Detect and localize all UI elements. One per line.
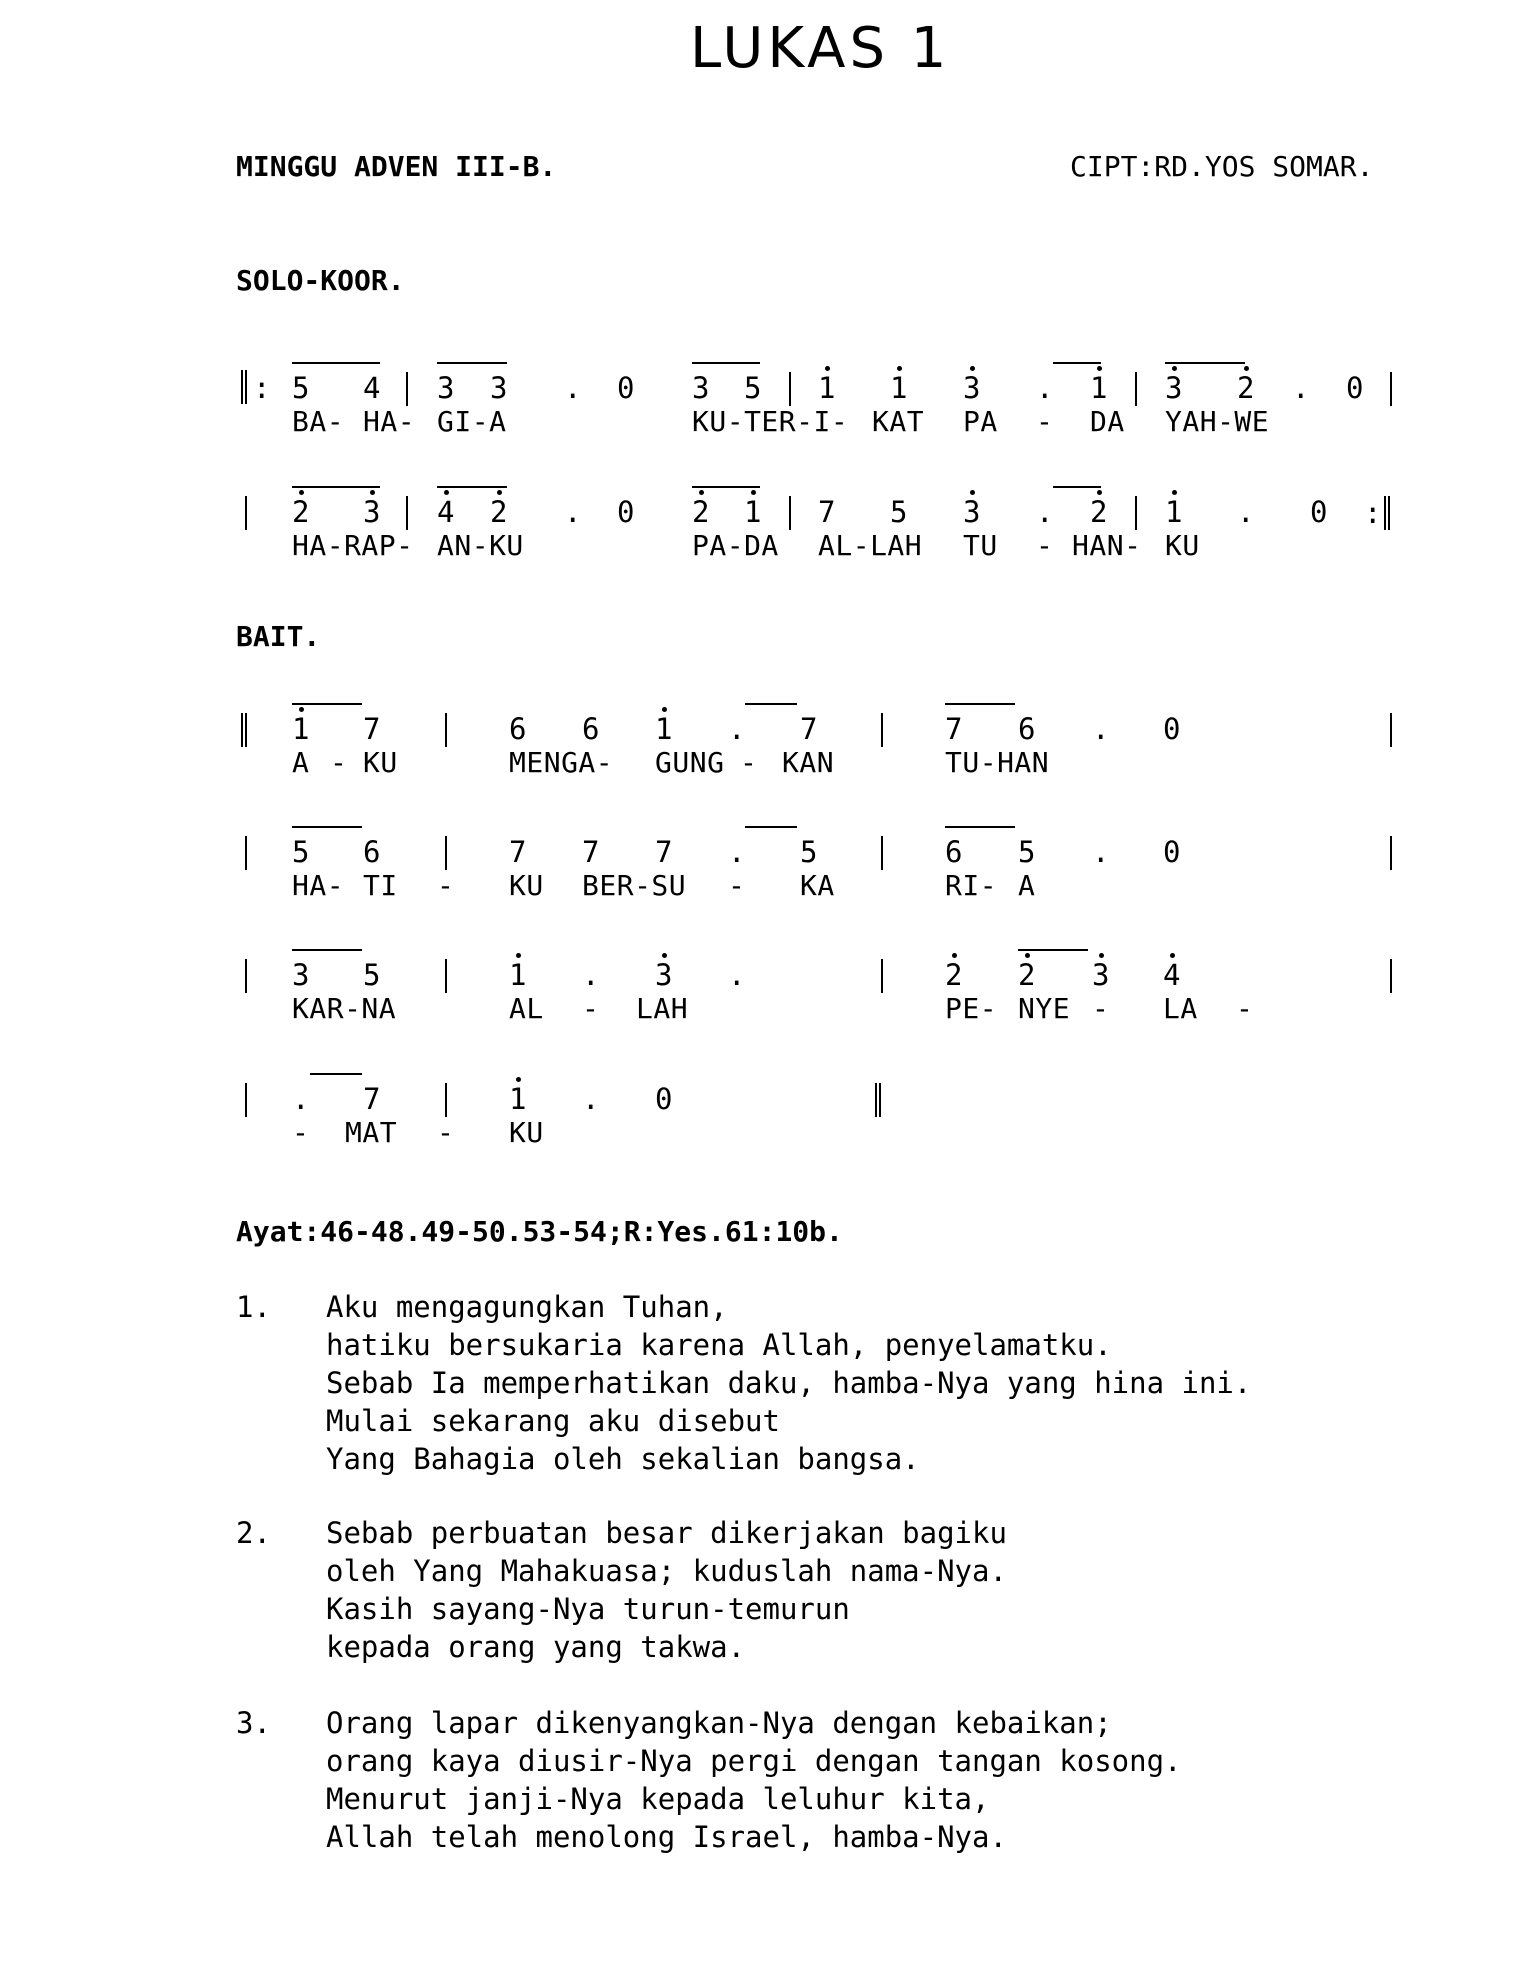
barline — [1390, 372, 1392, 406]
lyric: - — [292, 1116, 310, 1149]
lyric: LA — [1163, 992, 1198, 1025]
note: 7 — [655, 835, 673, 869]
lyric: PE- — [945, 992, 998, 1025]
octave-dot — [662, 953, 667, 958]
octave-dot — [897, 366, 902, 371]
stanza-line: Sebab perbuatan besar dikerjakan bagiku — [326, 1516, 1007, 1550]
lyric: KAN — [782, 746, 835, 779]
barline — [1390, 713, 1392, 747]
lyric: - — [437, 869, 455, 902]
beam — [692, 362, 760, 364]
subtitle: MINGGU ADVEN III-B. — [236, 150, 557, 183]
note: 3 — [692, 371, 710, 405]
repeat-start-colon: : — [253, 371, 271, 405]
beam — [1018, 949, 1088, 951]
note: . — [728, 958, 746, 992]
barline — [245, 1083, 247, 1117]
note: 3 — [963, 495, 981, 529]
lyric: AL — [509, 992, 544, 1025]
beam — [292, 703, 362, 705]
section-verse-heading: BAIT. — [236, 620, 321, 653]
double-barline — [241, 713, 247, 747]
lyric: - — [1036, 529, 1054, 562]
note: 0 — [1310, 495, 1328, 529]
stanza-line: kepada orang yang takwa. — [326, 1630, 746, 1664]
octave-dot — [825, 366, 830, 371]
stanza-number: 2. — [236, 1516, 271, 1550]
barline — [1390, 836, 1392, 870]
barline — [881, 713, 883, 747]
note: . — [1237, 495, 1255, 529]
note: 3 — [490, 371, 508, 405]
note: 7 — [800, 712, 818, 746]
lyric: DA — [1090, 405, 1125, 438]
lyric: - — [437, 1116, 455, 1149]
octave-dot — [1244, 366, 1249, 371]
note: 0 — [617, 495, 635, 529]
lyric: PA — [963, 405, 998, 438]
barline — [1135, 496, 1137, 530]
note: . — [564, 371, 582, 405]
beam — [437, 486, 507, 488]
barline — [245, 496, 247, 530]
lyric: A — [1018, 869, 1036, 902]
note: 2 — [1018, 958, 1036, 992]
note: 4 — [1163, 958, 1181, 992]
lyric: LAH — [636, 992, 689, 1025]
lyric: HA- — [292, 869, 345, 902]
octave-dot — [952, 953, 957, 958]
octave-dot — [370, 490, 375, 495]
beam — [945, 703, 1015, 705]
lyric: BA- — [292, 405, 345, 438]
stanza-line: Allah telah menolong Israel, hamba-Nya. — [326, 1820, 1007, 1854]
note: . — [728, 712, 746, 746]
repeat-start-barline — [241, 370, 247, 404]
note: 3 — [292, 958, 310, 992]
octave-dot — [516, 953, 521, 958]
note: 5 — [292, 371, 310, 405]
stanza-line: oleh Yang Mahakuasa; kuduslah nama-Nya. — [326, 1554, 1007, 1588]
note: . — [1092, 835, 1110, 869]
barline — [1135, 372, 1137, 406]
beam — [292, 826, 362, 828]
lyric: - — [1236, 992, 1254, 1025]
stanza-line: orang kaya diusir-Nya pergi dengan tangan kosong. — [326, 1744, 1182, 1778]
lyric: BER-SU — [582, 869, 687, 902]
note: 7 — [363, 1082, 381, 1116]
octave-dot — [970, 366, 975, 371]
stanza-line: Mulai sekarang aku disebut — [326, 1404, 780, 1438]
page-title: LUKAS 1 — [690, 16, 951, 81]
beam — [1053, 486, 1101, 488]
note: 6 — [945, 835, 963, 869]
beam — [1053, 362, 1101, 364]
beam — [292, 486, 380, 488]
note: 5 — [744, 371, 762, 405]
lyric: KU — [363, 746, 398, 779]
lyric: KA — [800, 869, 835, 902]
note: 5 — [292, 835, 310, 869]
octave-dot — [444, 490, 449, 495]
repeat-end-barline — [1384, 496, 1390, 530]
note: . — [728, 835, 746, 869]
note: 7 — [509, 835, 527, 869]
beam — [1165, 362, 1245, 364]
note: 1 — [1090, 371, 1108, 405]
note: 6 — [509, 712, 527, 746]
lyric: YAH-WE — [1165, 405, 1270, 438]
beam — [945, 826, 1015, 828]
note: 3 — [655, 958, 673, 992]
barline — [1390, 959, 1392, 993]
note: 5 — [1018, 835, 1036, 869]
stanza-number: 1. — [236, 1290, 271, 1324]
note: 6 — [1018, 712, 1036, 746]
beam — [745, 826, 797, 828]
lyric: HA-RAP- — [292, 529, 414, 562]
lyric: PA-DA — [692, 529, 779, 562]
barline — [245, 959, 247, 993]
note: 1 — [818, 371, 836, 405]
note: 0 — [1346, 371, 1364, 405]
note: 2 — [1237, 371, 1255, 405]
note: . — [582, 958, 600, 992]
barline — [789, 496, 791, 530]
stanza-line: Menurut janji-Nya kepada leluhur kita, — [326, 1782, 990, 1816]
note: 0 — [617, 371, 635, 405]
note: . — [1036, 495, 1054, 529]
barline — [881, 836, 883, 870]
octave-dot — [1172, 366, 1177, 371]
ayat-reference: Ayat:46-48.49-50.53-54;R:Yes.61:10b. — [236, 1215, 843, 1248]
octave-dot — [1025, 953, 1030, 958]
beam — [292, 362, 380, 364]
lyric: TI — [363, 869, 398, 902]
barline — [445, 836, 447, 870]
lyric: RI- — [945, 869, 998, 902]
note: 7 — [945, 712, 963, 746]
note: 5 — [800, 835, 818, 869]
note: 3 — [963, 371, 981, 405]
octave-dot — [1170, 953, 1175, 958]
note: 3 — [1165, 371, 1183, 405]
lyric: HAN- — [1072, 529, 1142, 562]
note: 1 — [509, 958, 527, 992]
lyric: KAT — [872, 405, 925, 438]
lyric: KU — [509, 1116, 544, 1149]
stanza-line: Yang Bahagia oleh sekalian bangsa. — [326, 1442, 920, 1476]
note: 0 — [1163, 712, 1181, 746]
note: . — [564, 495, 582, 529]
octave-dot — [516, 1077, 521, 1082]
octave-dot — [1099, 953, 1104, 958]
octave-dot — [751, 490, 756, 495]
octave-dot — [1172, 490, 1177, 495]
note: 3 — [363, 495, 381, 529]
note: 2 — [1090, 495, 1108, 529]
beam — [692, 486, 760, 488]
repeat-end-colon: : — [1364, 496, 1382, 530]
note: 6 — [363, 835, 381, 869]
note: . — [582, 1082, 600, 1116]
lyric: HA- — [363, 405, 416, 438]
note: 7 — [582, 835, 600, 869]
note: 1 — [509, 1082, 527, 1116]
lyric: A — [292, 746, 310, 779]
lyric: MENGA- — [509, 746, 614, 779]
note: 4 — [363, 371, 381, 405]
octave-dot — [662, 707, 667, 712]
stanza-line: Aku mengagungkan Tuhan, — [326, 1290, 728, 1324]
note: 2 — [292, 495, 310, 529]
note: . — [292, 1082, 310, 1116]
octave-dot — [1097, 366, 1102, 371]
beam — [310, 1073, 362, 1075]
note: 5 — [363, 958, 381, 992]
note: . — [1036, 371, 1054, 405]
stanza-line: hatiku bersukaria karena Allah, penyelamatku. — [326, 1328, 1112, 1362]
barline — [406, 496, 408, 530]
barline — [406, 372, 408, 406]
note: 0 — [655, 1082, 673, 1116]
barline — [445, 713, 447, 747]
note: 1 — [1165, 495, 1183, 529]
final-double-barline — [875, 1083, 881, 1117]
note: . — [1092, 712, 1110, 746]
note: 2 — [490, 495, 508, 529]
lyric: TU — [963, 529, 998, 562]
lyric: KAR-NA — [292, 992, 397, 1025]
stanza-line: Orang lapar dikenyangkan-Nya dengan kebaikan; — [326, 1706, 1112, 1740]
lyric: - — [582, 992, 600, 1025]
barline — [789, 372, 791, 406]
note: 3 — [437, 371, 455, 405]
barline — [445, 1083, 447, 1117]
note: 1 — [655, 712, 673, 746]
octave-dot — [497, 490, 502, 495]
lyric: - — [1092, 992, 1110, 1025]
octave-dot — [299, 490, 304, 495]
lyric: TU-HAN — [945, 746, 1050, 779]
octave-dot — [299, 707, 304, 712]
beam — [292, 949, 362, 951]
note: 1 — [890, 371, 908, 405]
lyric: KU-TER-I- — [692, 405, 849, 438]
lyric: - — [330, 746, 348, 779]
lyric: NYE — [1018, 992, 1071, 1025]
lyric: - — [728, 869, 746, 902]
note: 1 — [292, 712, 310, 746]
stanza-line: Kasih sayang-Nya turun-temurun — [326, 1592, 850, 1626]
octave-dot — [699, 490, 704, 495]
barline — [245, 836, 247, 870]
lyric: KU — [509, 869, 544, 902]
lyric: AN-KU — [437, 529, 524, 562]
stanza-number: 3. — [236, 1706, 271, 1740]
beam — [437, 362, 507, 364]
lyric: - — [740, 746, 758, 779]
lyric: AL-LAH — [818, 529, 923, 562]
lyric: GI-A — [437, 405, 507, 438]
lyric: KU — [1165, 529, 1200, 562]
octave-dot — [1097, 490, 1102, 495]
note: 3 — [1092, 958, 1110, 992]
note: 5 — [890, 495, 908, 529]
note: 7 — [363, 712, 381, 746]
lyric: - — [1036, 405, 1054, 438]
section-refrain-heading: SOLO-KOOR. — [236, 264, 405, 297]
note: . — [1292, 371, 1310, 405]
stanza-line: Sebab Ia memperhatikan daku, hamba-Nya yang hina ini. — [326, 1366, 1252, 1400]
note: 4 — [437, 495, 455, 529]
composer: CIPT:RD.YOS SOMAR. — [1070, 150, 1374, 183]
lyric: MAT — [345, 1116, 398, 1149]
barline — [881, 959, 883, 993]
note: 1 — [744, 495, 762, 529]
beam — [745, 703, 797, 705]
note: 2 — [692, 495, 710, 529]
barline — [445, 959, 447, 993]
note: 0 — [1163, 835, 1181, 869]
octave-dot — [970, 490, 975, 495]
note: 7 — [818, 495, 836, 529]
lyric: GUNG — [655, 746, 725, 779]
note: 6 — [582, 712, 600, 746]
note: 2 — [945, 958, 963, 992]
